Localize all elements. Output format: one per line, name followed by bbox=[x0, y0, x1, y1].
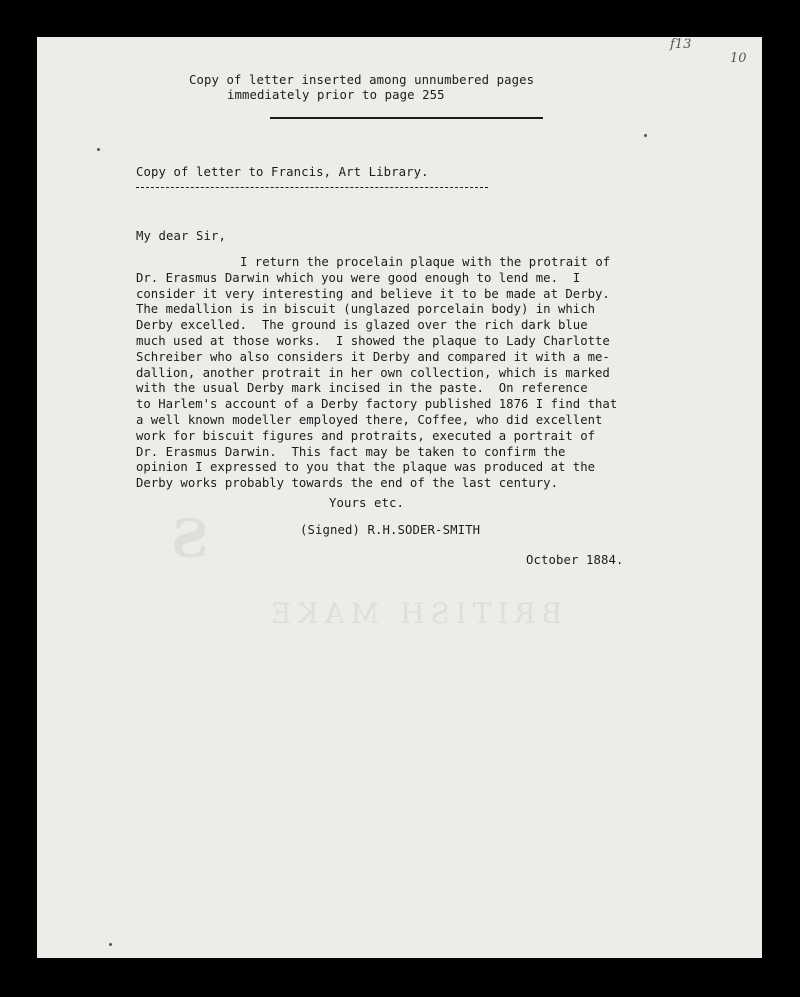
body-line: consider it very interesting and believe it to be made at Derby. bbox=[136, 286, 610, 301]
body-line: Dr. Erasmus Darwin. This fact may be taken to confirm the bbox=[136, 444, 566, 459]
body-line: dallion, another protrait in her own collection, which is marked bbox=[136, 365, 610, 380]
body-line: much used at those works. I showed the plaque to Lady Charlotte bbox=[136, 333, 610, 348]
body-line: work for biscuit figures and protraits, executed a portrait of bbox=[136, 428, 596, 443]
body-line: Dr. Erasmus Darwin which you were good enough to lend me. I bbox=[136, 270, 581, 285]
closing: Yours etc. bbox=[329, 496, 405, 510]
document-page bbox=[37, 37, 762, 958]
paper-speck bbox=[109, 943, 112, 946]
signature: (Signed) R.H.SODER-SMITH bbox=[300, 523, 481, 537]
paper-speck bbox=[97, 148, 100, 151]
letter-body bbox=[136, 255, 736, 492]
watermark-text: BRITISH MAKE bbox=[265, 597, 563, 630]
watermark-mark: S bbox=[165, 509, 209, 570]
letter-date: October 1884. bbox=[526, 553, 624, 567]
body-line: a well known modeller employed there, Coffee, who did excellent bbox=[136, 412, 603, 427]
salutation: My dear Sir, bbox=[136, 229, 227, 243]
body-line: Derby excelled. The ground is glazed over the rich dark blue bbox=[136, 318, 588, 333]
body-line: opinion I expressed to you that the plaque was produced at the bbox=[136, 460, 596, 475]
paper-speck bbox=[644, 134, 647, 137]
folio-annotation: f13 bbox=[670, 37, 692, 52]
body-line: Schreiber who also considers it Derby and compared it with a me- bbox=[136, 349, 610, 364]
body-line: The medallion is in biscuit (unglazed porcelain body) in which bbox=[136, 302, 596, 317]
page-number-annotation: 10 bbox=[730, 51, 747, 66]
body-line: Derby works probably towards the end of the last century. bbox=[136, 476, 558, 491]
body-line: I return the procelain plaque with the protrait of bbox=[240, 255, 611, 269]
subject-dashed-underline bbox=[136, 187, 488, 188]
letter-subject: Copy of letter to Francis, Art Library. bbox=[136, 165, 429, 179]
header-line-2: immediately prior to page 255 bbox=[227, 88, 445, 102]
header-line-1: Copy of letter inserted among unnumbered pages bbox=[189, 73, 535, 87]
header-underline bbox=[270, 117, 543, 119]
body-line: with the usual Derby mark incised in the paste. On reference bbox=[136, 381, 588, 396]
body-line: to Harlem's account of a Derby factory published 1876 I find that bbox=[136, 397, 618, 412]
